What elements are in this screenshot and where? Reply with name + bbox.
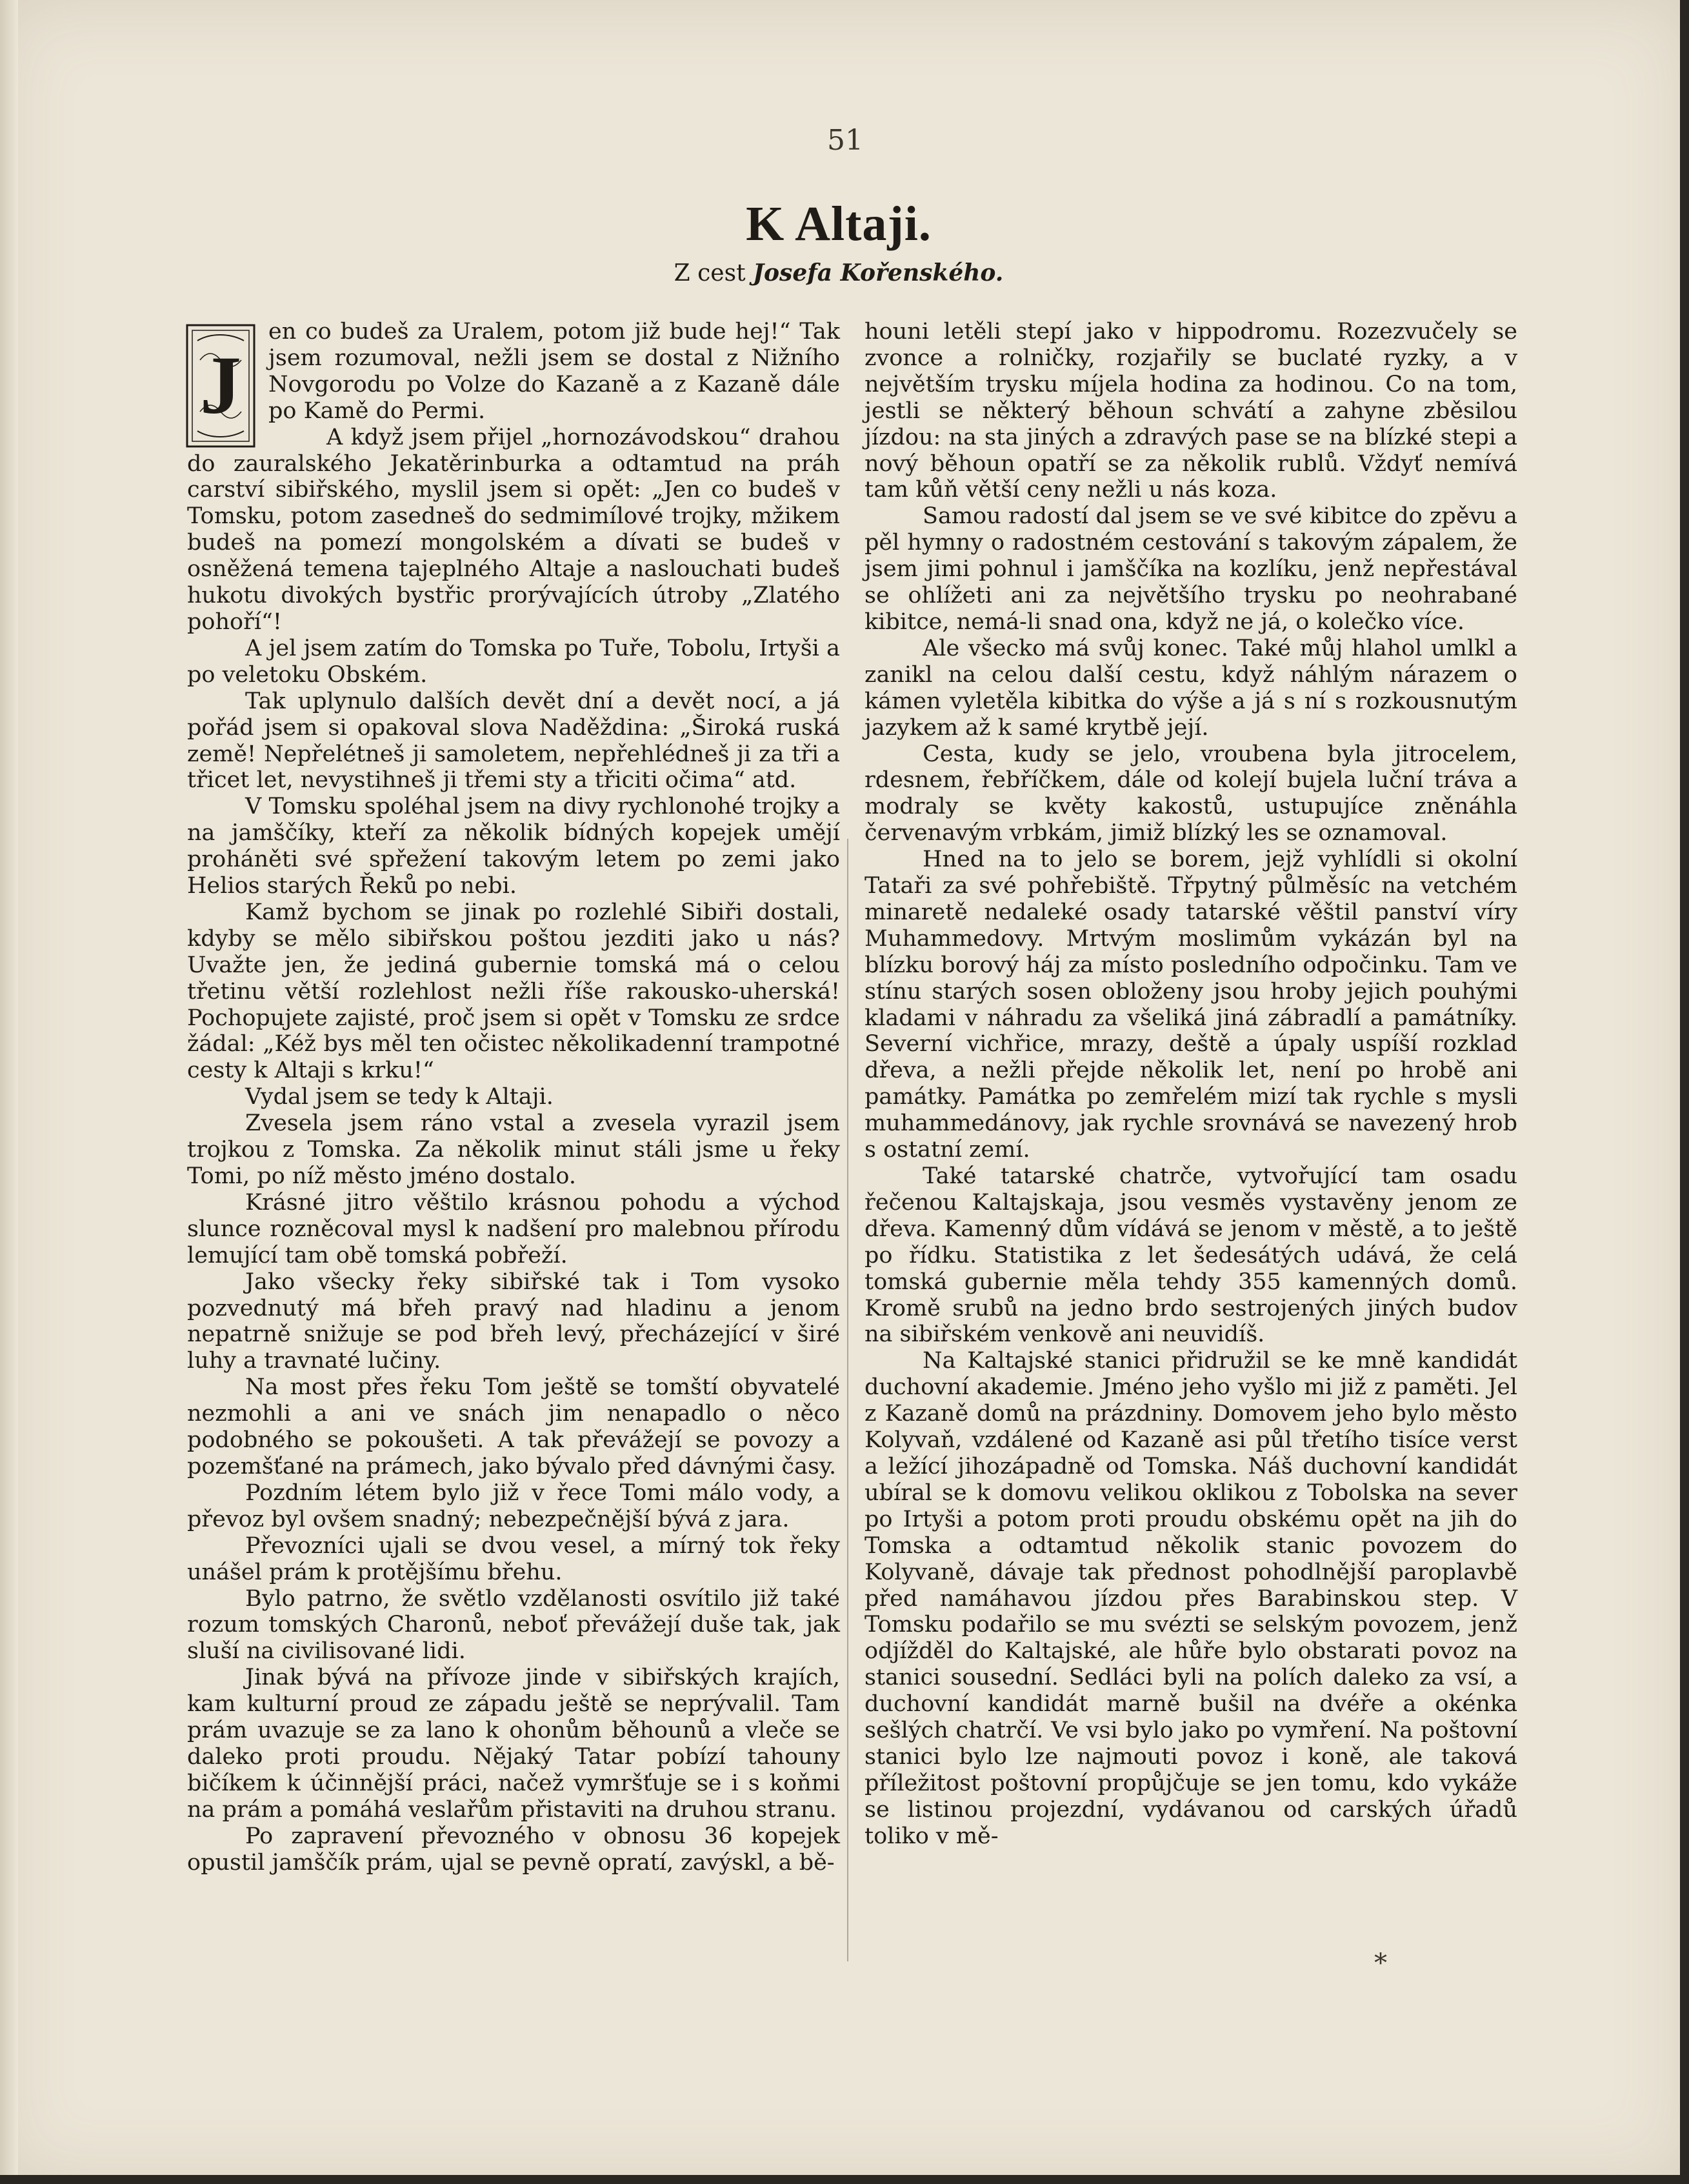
dropcap-letter: J [200, 339, 241, 431]
paragraph: Samou radostí dal jsem se ve své kibitce do zpěvu a pěl hymny o radostném cestování s takovým zápalem, že jsem jimi pohnul i jamščíka na kozlíku, jenž nepřestával se ohlížeti ani za největšího trysku po neohrabané kibitce, nemá-li snad ona, když ne já, o kolečko více. [864, 503, 1517, 635]
paragraph: Ale všecko má svůj konec. Také můj hlahol umlkl a zanikl na celou další cestu, když náhlým nárazem o kámen vyletěla kibitka do výše a já s ní s rozkousnutým jazykem až k samé krytbě její. [864, 635, 1517, 741]
paragraph: Pozdním létem bylo již v řece Tomi málo vody, a převoz byl ovšem snadný; nebezpečnější bývá z jara. [187, 1479, 840, 1532]
article-subtitle [516, 259, 1161, 286]
paragraph: V Tomsku spoléhal jsem na divy rychlonohé trojky a na jamščíky, kteří za několik bídných kopejek umějí proháněti své spřežení takovým letem po zemi jako Helios starých Řeků po nebi. [187, 794, 840, 899]
paragraph: Na Kaltajské stanici přidružil se ke mně kandidát duchovní akademie. Jméno jeho vyšlo mi již z paměti. Jel z Kazaně domů na prázdniny. Domovem jeho bylo město Kolyvaň, vzdálené od Kazaně asi půl třetího tisíce verst a ležící jihozápadně od Tomska. Náš duchovní kandidát ubíral se k domovu velikou oklikou z Tobolska na sever po Irtyši a potom proti proudu obskému opět na jih do Tomska a odtamtud několik stanic povozem do Kolyvaně, dávaje tak přednost pohodlnější paroplavbě před namáhavou jízdou přes Barabinskou step. V Tomsku podařilo se mu svézti se selským povozem, jenž odjížděl do Kaltajské, ale hůře bylo obstarati povoz na stanici sousední. Sedláci byli na polích daleko za vsí, a duchovní kandidát marně bušil na dvéře a okénka sešlých chatrčí. Ve vsi bylo jako po vymření. Na poštovní stanici bylo lze najmouti povoz i koně, ale taková příležitost poštovní propůjčuje se jen tomu, kdo vykáže se listinou projezdní, vydávanou od carských úřadů toliko v mě- [864, 1348, 1517, 1849]
binding-edge [0, 0, 18, 2184]
subtitle-author: Josefa Kořenského. [753, 259, 1004, 286]
paragraph: Vydal jsem se tedy k Altaji. [245, 1084, 554, 1110]
paragraph: Cesta, kudy se jelo, vroubena byla jitrocelem, rdesnem, řebříčkem, dále od kolejí bujela luční tráva a modraly se květy kakostů, ustupujíce zněnáhla červenavým vrbkám, jimiž blízký les se oznamoval. [864, 741, 1517, 847]
paragraph: Krásné jitro věštilo krásnou pohodu a východ slunce rozněcoval mysl k nadšení pro malebnou přírodu lemující tam obě tomská pobřeží. [187, 1189, 840, 1268]
paragraph: Jinak bývá na přívoze jinde v sibiřských krajích, kam kulturní proud ze západu ještě se neprývalil. Tam prám uvazuje se za lano k ohonům běhounů a vleče se daleko proti proudu. Nějaký Tatar pobízí tahouny bičíkem k účinnější práci, načež vymršťuje se i s koňmi na prám a pomáhá veslařům přistaviti na druhou stranu. [187, 1665, 840, 1823]
footnote-mark: * [1374, 1949, 1387, 1978]
scan-border-bottom [0, 2175, 1689, 2184]
paragraph: en co budeš za Uralem, potom již bude hej!“ Tak jsem rozumoval, nežli jsem se dostal z Nižního Novgorodu po Volze do Kazaně a z Kazaně dále po Kamě do Permi. [268, 319, 840, 424]
right-column [864, 319, 1517, 1850]
paragraph: Kamž bychom se jinak po rozlehlé Sibiři dostali, kdyby se mělo sibiřskou poštou jezditi jako u nás? Uvažte jen, že jediná gubernie tomská má o celou třetinu větší rozlehlost nežli říše rakousko-uherská! Pochopujete zajisté, proč jsem si opět v Tomsku ze srdce žádal: „Kéž bys měl ten očistec několikadenní trampotné cesty k Altaji s krku!“ [187, 899, 840, 1084]
subtitle-prefix: Z cest [674, 260, 746, 286]
page-number: 51 [827, 124, 863, 157]
paragraph: Hned na to jelo se borem, jejž vyhlídli si okolní Tataři za své pohřebiště. Třpytný půlměsíc na vetchém minaretě nedaleké osady tatarské věštil panství víry Muhammedovy. Mrtvým moslimům vykázán byl na blízku borový háj za místo posledního odpočinku. Tam ve stínu starých sosen obloženy jsou hroby jejich pouhými kladami v náhradu za všeliká jiná zábradlí a památníky. Severní vichřice, mrazy, deště a úpaly uspíší rozklad dřeva, a nežli přejde několik let, není po hrobě ani památky. Památka po zemřelém mizí tak rychle s mysli muhammedánovy, jak rychle srovnává se navezený hrob s ostatní zemí. [864, 847, 1517, 1163]
paragraph: Zvesela jsem ráno vstal a zvesela vyrazil jsem trojkou z Tomska. Za několik minut stáli jsme u řeky Tomi, po níž město jméno dostalo. [187, 1110, 840, 1189]
paragraph: Na most přes řeku Tom ještě se tomští obyvatelé nezmohli a ani ve snách jim nenapadlo o něco podobného se pokoušeti. A tak převážejí se povozy a pozemšťané na prámech, jako bývalo před dávnými časy. [187, 1374, 840, 1479]
paragraph: Jako všecky řeky sibiřské tak i Tom vysoko pozvednutý má břeh pravý nad hladinu a jenom nepatrně snižuje se pod břeh levý, přecházející v širé luhy a travnaté lučiny. [187, 1268, 840, 1374]
column-divider [847, 839, 848, 1961]
scan-border-right [1680, 0, 1689, 2184]
paragraph: Po zapravení převozného v obnosu 36 kopejek opustil jamščík prám, ujal se pevně opratí, zavýskl, a bě- [187, 1823, 840, 1876]
paragraph: Také tatarské chatrče, vytvořující tam osadu řečenou Kaltajskaja, jsou vesměs vystavěny jenom ze dřeva. Kamenný dům vídává se jenom v městě, a to ještě po řídku. Statistika z let šedesátých udává, že celá tomská gubernie měla tehdy 355 kamenných domů. Kromě srubů na jedno brdo sestrojených jiných budov na sibiřském venkově ani neuvidíš. [864, 1163, 1517, 1348]
paragraph: Tak uplynulo dalších devět dní a devět nocí, a já pořád jsem si opakoval slova Naděždina: „Široká ruská země! Nepřelétneš ji samoletem, nepřehlédneš ji za tři a třicet let, nevystihneš ji třemi sty a třiciti očima“ atd. [187, 688, 840, 794]
paragraph: Převozníci ujali se dvou vesel, a mírný tok řeky unášel prám k protějšímu břehu. [187, 1532, 840, 1585]
ornamental-dropcap-icon [185, 321, 257, 450]
paragraph: A jel jsem zatím do Tomska po Tuře, Tobolu, Irtyši a po veletoku Obském. [187, 635, 840, 688]
left-column [187, 319, 840, 1876]
paragraph: A když jsem přijel „hornozávodskou“ drahou do zauralského Jekatěrinburka a odtamtud na práh carství sibiřského, myslil jsem si opět: „Jen co budeš v Tomsku, potom zasedneš do sedmimílové trojky, mžikem budeš na pomezí mongolském a dívati se budeš v osněžená temena tajeplného Altaje a naslouchati budeš hukotu divokých bystřic prorývajících útroby „Zlatého pohoří“! [187, 424, 840, 635]
paragraph: houni letěli stepí jako v hippodromu. Rozezvučely se zvonce a rolničky, rozjařily se buclaté ryzky, a v největším trysku míjela hodina za hodinou. Co na tom, jestli se některý běhoun schvátí a zahyne zběsilou jízdou: na sta jiných a zdravých pase se na blízké stepi a nový běhoun opatří se za několik rublů. Vždyť nemívá tam kůň větší ceny nežli u nás koza. [864, 319, 1517, 503]
article-title: K Altaji. [746, 197, 932, 251]
paragraph: Bylo patrno, že světlo vzdělanosti osvítilo již také rozum tomských Charonů, neboť převážejí duše tak, jak sluší na civilisované lidi. [187, 1585, 840, 1665]
